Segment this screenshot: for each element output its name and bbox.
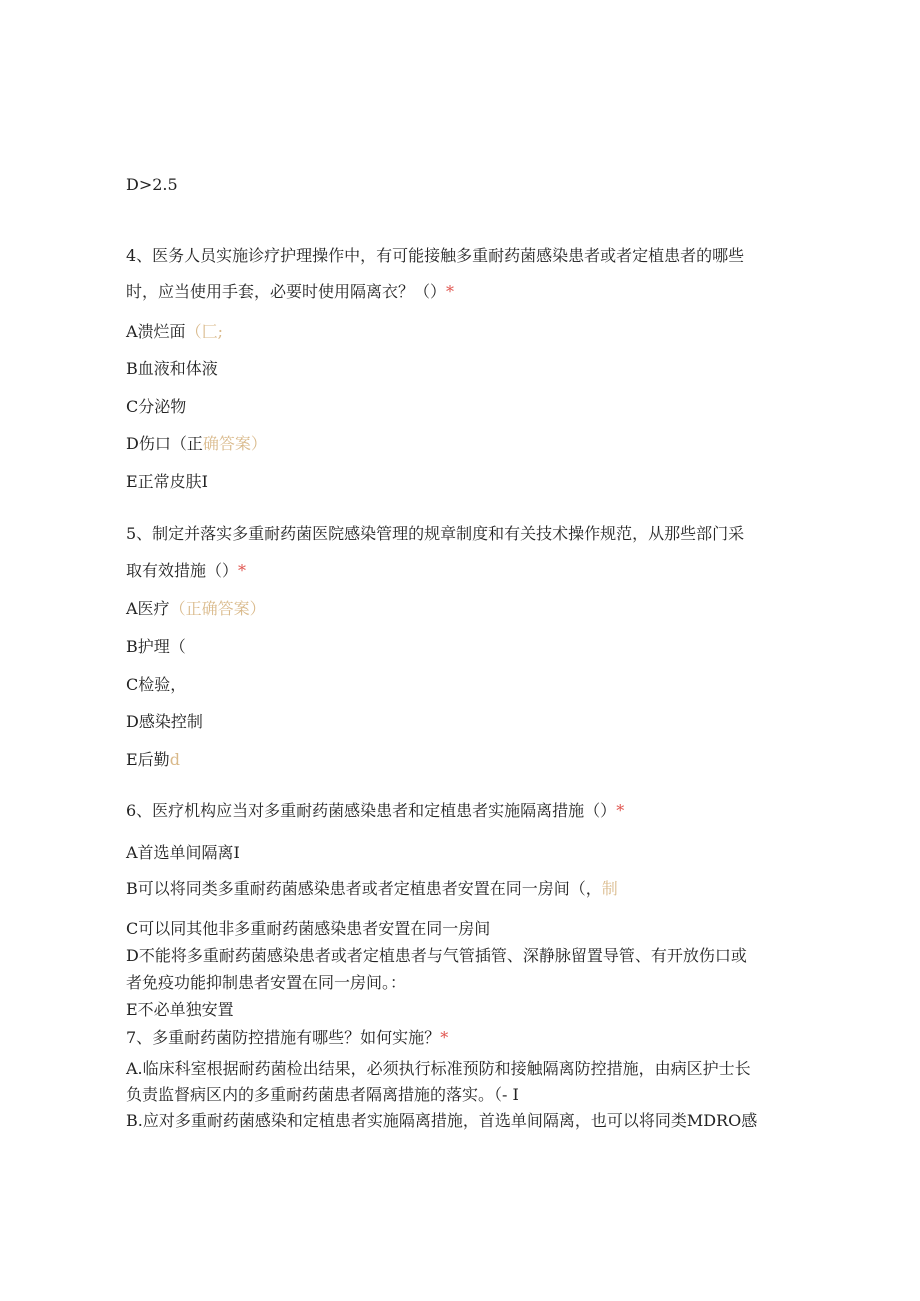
option-label: B血液和体液 xyxy=(126,359,218,378)
option-label: B护理（ xyxy=(126,637,186,656)
q7-answer-line1: A.临床科室根据耐药菌检出结果，必须执行标准预防和接触隔离防控措施，由病区护士长 xyxy=(126,1059,751,1078)
prev-option-d: D>2.5 xyxy=(126,175,178,194)
q5-text-line1: 5、制定并落实多重耐药菌医院感染管理的规章制度和有关技术操作规范，从那些部门采 xyxy=(126,524,745,543)
q6-option-e[interactable] xyxy=(126,1000,234,1020)
option-label: E后勤 xyxy=(126,750,170,769)
q6-option-b[interactable] xyxy=(126,879,618,899)
q4-text-line2 xyxy=(126,282,454,302)
correct-answer-label: 确答案） xyxy=(202,434,267,453)
q4-option-c[interactable] xyxy=(126,397,186,417)
q4-text: 时，应当使用手套，必要时使用隔离衣？（） xyxy=(126,282,447,301)
q7-text: 7、多重耐药菌防控措施有哪些？如何实施？ xyxy=(126,1028,441,1047)
q6-option-d-line2 xyxy=(126,973,406,993)
option-extra: d xyxy=(169,750,180,769)
option-extra: 制 xyxy=(601,879,618,898)
option-label: C检验， xyxy=(126,675,187,694)
option-label: 者免疫功能抑制患者安置在同一房间。： xyxy=(126,973,407,992)
q7-text-line1 xyxy=(126,1028,448,1048)
option-label: D伤口（正 xyxy=(126,434,203,453)
q6-option-a[interactable] xyxy=(126,843,240,863)
q7-answer-line2: 负责监督病区内的多重耐药菌患者隔离措施的落实。（- I xyxy=(126,1085,519,1104)
q6-text: 6、医疗机构应当对多重耐药菌感染患者和定植患者实施隔离措施（） xyxy=(126,801,617,820)
q5-option-d[interactable] xyxy=(126,712,203,732)
q5-option-e[interactable] xyxy=(126,750,180,770)
q5-option-a[interactable] xyxy=(126,599,266,619)
option-label: D感染控制 xyxy=(126,712,203,731)
q4-text-line1: 4、医务人员实施诊疗护理操作中，有可能接触多重耐药菌感染患者或者定植患者的哪些 xyxy=(126,246,745,265)
option-label: B可以将同类多重耐药菌感染患者或者定植患者安置在同一房间（， xyxy=(126,879,602,898)
required-star: * xyxy=(238,561,247,580)
option-label: A首选单间隔离I xyxy=(126,843,240,862)
q6-option-d-line1[interactable] xyxy=(126,946,747,966)
q5-text: 取有效措施（） xyxy=(126,561,239,580)
required-star: * xyxy=(440,1028,449,1047)
q5-option-c[interactable] xyxy=(126,675,186,695)
option-label: E正常皮肤I xyxy=(126,472,209,491)
option-extra: （匚; xyxy=(185,322,223,341)
option-label: D不能将多重耐药菌感染患者或者定植患者与气管插管、深静脉留置导管、有开放伤口或 xyxy=(126,946,747,965)
option-label: E不必单独安置 xyxy=(126,1000,234,1019)
q5-option-b[interactable] xyxy=(126,637,186,657)
option-label: C可以同其他非多重耐药菌感染患者安置在同一房间 xyxy=(126,919,491,938)
q4-option-a[interactable] xyxy=(126,322,223,342)
q4-option-b[interactable] xyxy=(126,359,218,379)
q6-option-c[interactable] xyxy=(126,919,490,939)
option-label: A溃烂面 xyxy=(126,322,186,341)
q4-option-e[interactable] xyxy=(126,472,208,492)
option-label: C分泌物 xyxy=(126,397,187,416)
option-label: A医疗 xyxy=(126,599,170,618)
q6-text-line1 xyxy=(126,801,624,821)
correct-answer-label: （正确答案） xyxy=(169,599,266,618)
q5-text-line2 xyxy=(126,561,246,581)
required-star: * xyxy=(446,282,455,301)
q4-option-d[interactable] xyxy=(126,434,267,454)
required-star: * xyxy=(616,801,625,820)
q7-answer-line3: B.应对多重耐药菌感染和定植患者实施隔离措施，首选单间隔离，也可以将同类MDRO感 xyxy=(126,1111,758,1130)
